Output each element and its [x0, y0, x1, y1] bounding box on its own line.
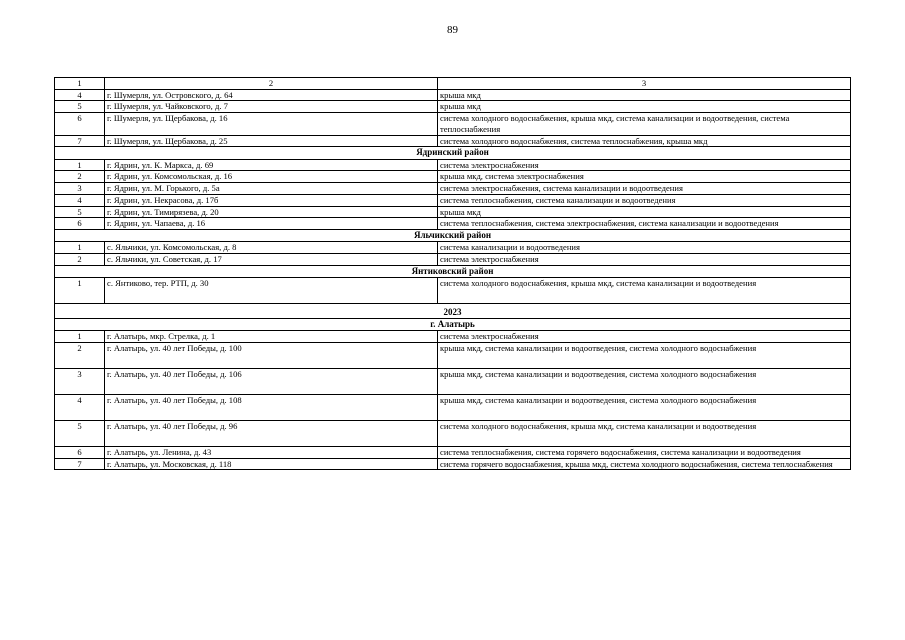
table-row	[55, 101, 851, 113]
work-type-cell: крыша мкд	[438, 101, 851, 113]
address-cell: г. Ядрин, ул. Чапаева, д. 16	[105, 218, 438, 230]
table-row	[55, 331, 851, 343]
section-title: Ядринский район	[55, 147, 851, 159]
table-row	[55, 278, 851, 304]
work-type-cell: система холодного водоснабжения, система теплоснабжения, крыша мкд	[438, 135, 851, 147]
address-cell: г. Шумерля, ул. Щербакова, д. 25	[105, 135, 438, 147]
work-type-cell: система холодного водоснабжения, крыша мкд, система канализации и водоотведения	[438, 421, 851, 447]
work-type-cell: система электроснабжения	[438, 331, 851, 343]
row-number-cell: 6	[55, 218, 105, 230]
address-cell: г. Ядрин, ул. М. Горького, д. 5а	[105, 183, 438, 195]
work-type-cell: система холодного водоснабжения, крыша мкд, система канализации и водоотведения	[438, 278, 851, 304]
row-number-cell: 3	[55, 183, 105, 195]
address-cell: г. Алатырь, ул. 40 лет Победы, д. 100	[105, 343, 438, 369]
row-number-cell: 5	[55, 206, 105, 218]
row-number-cell: 1	[55, 159, 105, 171]
address-cell: г. Алатырь, ул. 40 лет Победы, д. 106	[105, 369, 438, 395]
section-row	[55, 304, 851, 319]
work-type-cell: система электроснабжения	[438, 159, 851, 171]
row-number-cell: 2	[55, 254, 105, 266]
section-row	[55, 147, 851, 159]
address-cell: г. Алатырь, ул. 40 лет Победы, д. 96	[105, 421, 438, 447]
row-number-cell: 4	[55, 194, 105, 206]
work-type-cell: система теплоснабжения, система горячего водоснабжения, система канализации и водоотведения	[438, 447, 851, 459]
column-header-3: 3	[438, 78, 851, 90]
row-number-cell: 5	[55, 101, 105, 113]
address-cell: г. Алатырь, мкр. Стрелка, д. 1	[105, 331, 438, 343]
table-row	[55, 254, 851, 266]
work-type-cell: крыша мкд, система канализации и водоотведения, система холодного водоснабжения	[438, 343, 851, 369]
table-row	[55, 421, 851, 447]
table-row	[55, 447, 851, 459]
table-row	[55, 113, 851, 135]
table-row	[55, 242, 851, 254]
row-number-cell: 5	[55, 421, 105, 447]
address-cell: г. Ядрин, ул. Некрасова, д. 17б	[105, 194, 438, 206]
row-number-cell: 1	[55, 242, 105, 254]
address-cell: г. Алатырь, ул. Ленина, д. 43	[105, 447, 438, 459]
address-cell: г. Шумерля, ул. Чайковского, д. 7	[105, 101, 438, 113]
address-cell: г. Ядрин, ул. Тимирязева, д. 20	[105, 206, 438, 218]
work-type-cell: система канализации и водоотведения	[438, 242, 851, 254]
table-row	[55, 159, 851, 171]
row-number-cell: 4	[55, 395, 105, 421]
table-row	[55, 183, 851, 195]
address-cell: г. Шумерля, ул. Щербакова, д. 16	[105, 113, 438, 135]
table-row	[55, 206, 851, 218]
section-row	[55, 230, 851, 242]
address-cell: г. Ядрин, ул. Комсомольская, д. 16	[105, 171, 438, 183]
table-body	[55, 78, 851, 470]
row-number-cell: 7	[55, 135, 105, 147]
table-row	[55, 135, 851, 147]
work-schedule-table	[54, 77, 851, 470]
row-number-cell: 7	[55, 458, 105, 470]
row-number-cell: 1	[55, 278, 105, 304]
section-title: 2023	[55, 304, 851, 319]
address-cell: г. Алатырь, ул. 40 лет Победы, д. 108	[105, 395, 438, 421]
table-row	[55, 218, 851, 230]
table-row	[55, 458, 851, 470]
section-row	[55, 265, 851, 277]
work-type-cell: система теплоснабжения, система канализации и водоотведения	[438, 194, 851, 206]
address-cell: г. Шумерля, ул. Островского, д. 64	[105, 89, 438, 101]
table-row	[55, 395, 851, 421]
address-cell: с. Яльчики, ул. Советская, д. 17	[105, 254, 438, 266]
work-type-cell: система электроснабжения, система канализации и водоотведения	[438, 183, 851, 195]
section-title: Янтиковский район	[55, 265, 851, 277]
address-cell: г. Алатырь, ул. Московская, д. 118	[105, 458, 438, 470]
work-type-cell: крыша мкд, система канализации и водоотведения, система холодного водоснабжения	[438, 369, 851, 395]
column-header-1: 1	[55, 78, 105, 90]
row-number-cell: 3	[55, 369, 105, 395]
section-title: Яльчикский район	[55, 230, 851, 242]
column-number-header-row	[55, 78, 851, 90]
work-type-cell: крыша мкд	[438, 89, 851, 101]
column-header-2: 2	[105, 78, 438, 90]
work-type-cell: система теплоснабжения, система электроснабжения, система канализации и водоотведения	[438, 218, 851, 230]
work-type-cell: крыша мкд	[438, 206, 851, 218]
row-number-cell: 6	[55, 447, 105, 459]
work-type-cell: система электроснабжения	[438, 254, 851, 266]
section-row	[55, 319, 851, 331]
work-type-cell: система холодного водоснабжения, крыша мкд, система канализации и водоотведения, система теплоснабжения	[438, 113, 851, 135]
row-number-cell: 2	[55, 171, 105, 183]
work-type-cell: крыша мкд, система электроснабжения	[438, 171, 851, 183]
table-row	[55, 343, 851, 369]
table-row	[55, 369, 851, 395]
table-row	[55, 89, 851, 101]
table-row	[55, 194, 851, 206]
work-type-cell: крыша мкд, система канализации и водоотведения, система холодного водоснабжения	[438, 395, 851, 421]
page-number: 89	[447, 24, 458, 36]
work-type-cell: система горячего водоснабжения, крыша мкд, система холодного водоснабжения, система теплоснабжения	[438, 458, 851, 470]
address-cell: г. Ядрин, ул. К. Маркса, д. 69	[105, 159, 438, 171]
row-number-cell: 4	[55, 89, 105, 101]
address-cell: с. Янтиково, тер. РТП, д. 30	[105, 278, 438, 304]
address-cell: с. Яльчики, ул. Комсомольская, д. 8	[105, 242, 438, 254]
section-title: г. Алатырь	[55, 319, 851, 331]
row-number-cell: 6	[55, 113, 105, 135]
row-number-cell: 1	[55, 331, 105, 343]
row-number-cell: 2	[55, 343, 105, 369]
table-row	[55, 171, 851, 183]
